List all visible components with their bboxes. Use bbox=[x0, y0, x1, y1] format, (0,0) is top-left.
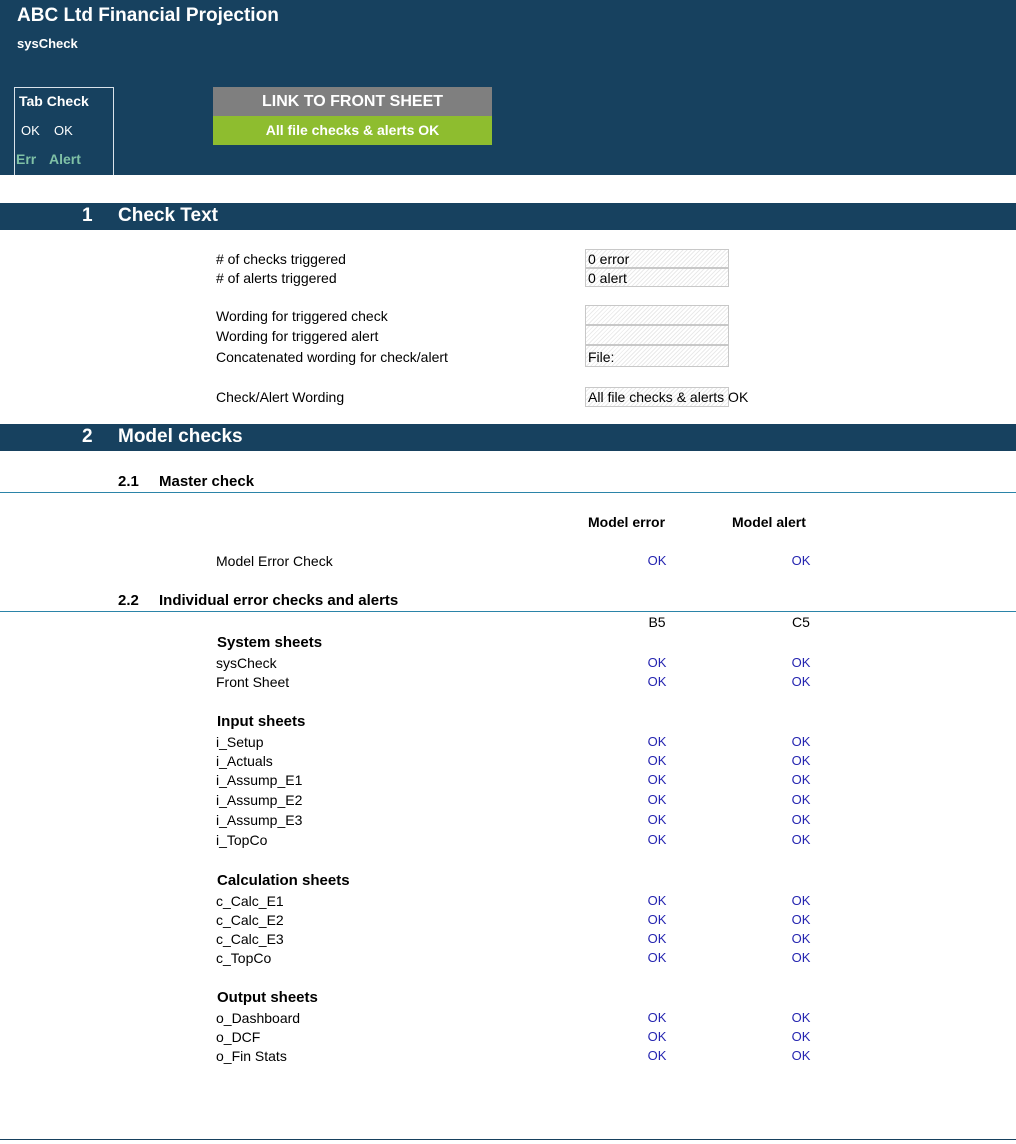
subsection-rule bbox=[0, 611, 1016, 612]
checks-triggered-label: # of checks triggered bbox=[216, 251, 346, 267]
sheet-row-label: i_Assump_E2 bbox=[216, 792, 303, 808]
sheet-error-status: OK bbox=[647, 734, 667, 749]
sheet-error-status: OK bbox=[647, 950, 667, 965]
sheet-row-label: c_Calc_E2 bbox=[216, 912, 284, 928]
section-1-number: 1 bbox=[82, 205, 93, 226]
model-error-status: OK bbox=[647, 553, 667, 568]
wording-alert-cell[interactable] bbox=[585, 325, 729, 345]
sheet-alert-status: OK bbox=[791, 812, 811, 827]
sheet-row-label: o_DCF bbox=[216, 1029, 261, 1045]
model-error-check-label: Model Error Check bbox=[216, 553, 333, 569]
sheet-row-label: c_Calc_E3 bbox=[216, 931, 284, 947]
group-calculation-sheets: Calculation sheets bbox=[217, 872, 350, 889]
sheet-error-status: OK bbox=[647, 1048, 667, 1063]
sheet-error-status: OK bbox=[647, 893, 667, 908]
subsection-2-2-number: 2.2 bbox=[118, 592, 139, 609]
model-error-column-header: Model error bbox=[588, 514, 666, 530]
subsection-2-1-title: Master check bbox=[159, 473, 255, 490]
wording-check-label: Wording for triggered check bbox=[216, 308, 388, 324]
sheet-alert-status: OK bbox=[791, 1048, 811, 1063]
sheet-error-status: OK bbox=[647, 832, 667, 847]
error-ref-cell: B5 bbox=[648, 614, 666, 630]
wording-alert-label: Wording for triggered alert bbox=[216, 328, 379, 344]
section-2-header bbox=[0, 424, 1016, 451]
sheet-error-status: OK bbox=[647, 792, 667, 807]
section-1-header bbox=[0, 203, 1016, 230]
tab-check-title: Tab Check bbox=[19, 93, 89, 109]
group-system-sheets: System sheets bbox=[217, 634, 323, 651]
sheet-alert-status: OK bbox=[791, 772, 811, 787]
sheet-row-label: i_Assump_E3 bbox=[216, 812, 303, 828]
alert-ref-cell: C5 bbox=[792, 614, 810, 630]
sheet-error-status: OK bbox=[647, 1029, 667, 1044]
sheet-row-label: o_Fin Stats bbox=[216, 1048, 287, 1064]
tab-check-box bbox=[14, 87, 114, 175]
sheet-row-label: i_Assump_E1 bbox=[216, 772, 303, 788]
group-output-sheets: Output sheets bbox=[217, 989, 318, 1006]
subsection-2-2-title: Individual error checks and alerts bbox=[159, 592, 399, 609]
sheet-alert-status: OK bbox=[791, 1010, 811, 1025]
sheet-error-status: OK bbox=[647, 655, 667, 670]
sheet-alert-status: OK bbox=[791, 931, 811, 946]
sheet-name: sysCheck bbox=[17, 36, 78, 51]
sheet-alert-status: OK bbox=[791, 734, 811, 749]
sheet-error-status: OK bbox=[647, 912, 667, 927]
model-alert-column-header: Model alert bbox=[732, 514, 806, 530]
sheet-row-label: i_TopCo bbox=[216, 832, 268, 848]
check-alert-wording-cell[interactable]: All file checks & alerts OK bbox=[585, 387, 729, 407]
sheet-alert-status: OK bbox=[791, 655, 811, 670]
page-title: ABC Ltd Financial Projection bbox=[17, 5, 279, 26]
link-to-front-sheet-button[interactable]: LINK TO FRONT SHEET bbox=[213, 87, 492, 116]
group-input-sheets: Input sheets bbox=[217, 713, 306, 730]
sheet-alert-status: OK bbox=[791, 893, 811, 908]
checks-triggered-cell[interactable]: 0 error bbox=[585, 249, 729, 268]
sheet-row-label: c_Calc_E1 bbox=[216, 893, 284, 909]
sheet-alert-status: OK bbox=[791, 912, 811, 927]
sheet-row-label: i_Setup bbox=[216, 734, 264, 750]
sheet-error-status: OK bbox=[647, 753, 667, 768]
sheet-alert-status: OK bbox=[791, 950, 811, 965]
sheet-row-label: i_Actuals bbox=[216, 753, 273, 769]
sheet-row-label: c_TopCo bbox=[216, 950, 272, 966]
subsection-rule bbox=[0, 492, 1016, 493]
check-alert-wording-label: Check/Alert Wording bbox=[216, 389, 345, 405]
sheet-error-status: OK bbox=[647, 674, 667, 689]
alerts-triggered-cell[interactable]: 0 alert bbox=[585, 268, 729, 287]
concat-wording-cell[interactable]: File: bbox=[585, 345, 729, 367]
sheet-row-label: sysCheck bbox=[216, 655, 277, 671]
sheet-alert-status: OK bbox=[791, 832, 811, 847]
sheet-error-status: OK bbox=[647, 772, 667, 787]
alerts-triggered-label: # of alerts triggered bbox=[216, 270, 337, 286]
wording-check-cell[interactable] bbox=[585, 305, 729, 325]
sheet-alert-status: OK bbox=[791, 674, 811, 689]
section-2-number: 2 bbox=[82, 426, 93, 447]
concat-wording-label: Concatenated wording for check/alert bbox=[216, 349, 448, 365]
tab-check-alert-label: Alert bbox=[49, 151, 81, 167]
section-1-title: Check Text bbox=[118, 205, 218, 226]
header-banner bbox=[0, 0, 1016, 175]
tab-check-error-status: OK bbox=[21, 123, 40, 138]
model-alert-status: OK bbox=[791, 553, 811, 568]
section-2-title: Model checks bbox=[118, 426, 243, 447]
sheet-end-rule bbox=[0, 1139, 1016, 1140]
tab-check-alert-status: OK bbox=[54, 123, 73, 138]
sheet-alert-status: OK bbox=[791, 753, 811, 768]
subsection-2-1-number: 2.1 bbox=[118, 473, 139, 490]
sheet-alert-status: OK bbox=[791, 1029, 811, 1044]
sheet-alert-status: OK bbox=[791, 792, 811, 807]
file-status-banner: All file checks & alerts OK bbox=[213, 116, 492, 145]
sheet-error-status: OK bbox=[647, 931, 667, 946]
sheet-row-label: Front Sheet bbox=[216, 674, 290, 690]
sheet-error-status: OK bbox=[647, 1010, 667, 1025]
tab-check-err-label: Err bbox=[16, 151, 37, 167]
sheet-row-label: o_Dashboard bbox=[216, 1010, 301, 1026]
sheet-error-status: OK bbox=[647, 812, 667, 827]
